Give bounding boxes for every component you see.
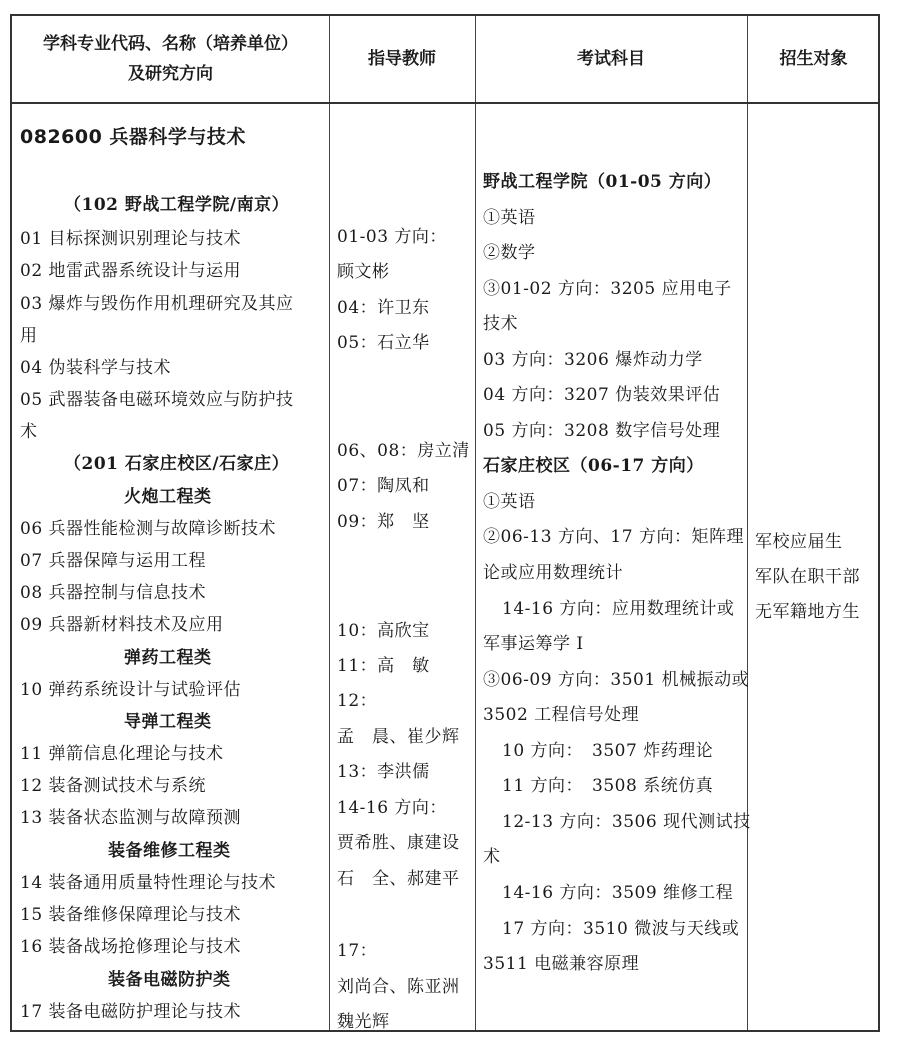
direction-item-cont: 术 <box>20 422 38 442</box>
exam-line: 14-16 方向：3509 维修工程 <box>502 883 734 903</box>
program-title: 082600 兵器科学与技术 <box>20 126 246 148</box>
exam-line: 17 方向：3510 微波与天线或 <box>502 919 740 939</box>
advisor-line: 顾文彬 <box>337 262 390 282</box>
unit-heading: （201 石家庄校区/石家庄） <box>64 454 290 474</box>
category-heading: 火炮工程类 <box>124 487 212 507</box>
advisor-line: 12： <box>337 691 378 711</box>
exam-line: ①英语 <box>483 492 536 512</box>
direction-item: 03 爆炸与毁伤作用机理研究及其应 <box>20 294 294 314</box>
advisor-line: 石 全、郝建平 <box>337 869 460 889</box>
exam-line: 12-13 方向：3506 现代测试技 <box>502 812 751 832</box>
direction-item: 16 装备战场抢修理论与技术 <box>20 937 242 957</box>
advisor-line: 06、08：房立清 <box>337 441 470 461</box>
direction-item: 17 装备电磁防护理论与技术 <box>20 1002 242 1022</box>
exam-unit-heading: 石家庄校区（06-17 方向） <box>483 456 704 476</box>
direction-item: 13 装备状态监测与故障预测 <box>20 808 242 828</box>
category-heading: 装备维修工程类 <box>108 841 231 861</box>
direction-item: 15 装备维修保障理论与技术 <box>20 905 242 925</box>
column-divider <box>329 16 330 1030</box>
target-line: 军校应届生 <box>755 532 843 552</box>
direction-item: 10 弹药系统设计与试验评估 <box>20 680 242 700</box>
header-divider <box>12 102 878 104</box>
direction-item: 14 装备通用质量特性理论与技术 <box>20 873 277 893</box>
exam-line: ②数学 <box>483 243 536 263</box>
header-program-line1: 学科专业代码、名称（培养单位） <box>43 34 298 54</box>
exam-line: ②06-13 方向、17 方向：矩阵理 <box>483 527 744 547</box>
exam-line: 技术 <box>483 314 518 334</box>
direction-item: 12 装备测试技术与系统 <box>20 776 207 796</box>
header-col-target: 招生对象 <box>779 49 848 69</box>
exam-line: 04 方向：3207 伪装效果评估 <box>483 385 721 405</box>
header-col-program <box>12 16 329 102</box>
advisor-line: 17： <box>337 941 378 961</box>
direction-item: 11 弹箭信息化理论与技术 <box>20 744 224 764</box>
advisor-line: 13：李洪儒 <box>337 762 430 782</box>
column-divider <box>747 16 748 1030</box>
advisor-line: 05：石立华 <box>337 333 430 353</box>
direction-item-cont: 用 <box>20 326 38 346</box>
admission-table <box>10 14 880 1032</box>
exam-line: ③01-02 方向：3205 应用电子 <box>483 279 732 299</box>
category-heading: 导弹工程类 <box>124 712 212 732</box>
advisor-line: 01-03 方向： <box>337 227 447 247</box>
advisor-line: 07：陶凤和 <box>337 476 430 496</box>
exam-line: 03 方向：3206 爆炸动力学 <box>483 350 703 370</box>
direction-item: 05 武器装备电磁环境效应与防护技 <box>20 390 294 410</box>
advisor-line: 10：高欣宝 <box>337 621 430 641</box>
header-col-exam: 考试科目 <box>577 49 645 69</box>
exam-line: 11 方向： 3508 系统仿真 <box>502 776 714 796</box>
exam-line: 10 方向： 3507 炸药理论 <box>502 741 714 761</box>
advisor-line: 11：高 敏 <box>337 656 430 676</box>
target-line: 无军籍地方生 <box>755 602 860 622</box>
advisor-line: 刘尚合、陈亚洲 <box>337 977 460 997</box>
advisor-line: 04：许卫东 <box>337 298 430 318</box>
category-heading: 弹药工程类 <box>124 648 212 668</box>
direction-item: 02 地雷武器系统设计与运用 <box>20 261 242 281</box>
exam-line: 术 <box>483 847 501 867</box>
advisor-line: 贾希胜、康建设 <box>337 833 460 853</box>
exam-unit-heading: 野战工程学院（01-05 方向） <box>483 172 722 192</box>
target-line: 军队在职干部 <box>755 567 860 587</box>
exam-line: ③06-09 方向：3501 机械振动或 <box>483 670 750 690</box>
category-heading: 装备电磁防护类 <box>108 970 231 990</box>
exam-line: 3511 电磁兼容原理 <box>483 954 640 974</box>
direction-item: 07 兵器保障与运用工程 <box>20 551 207 571</box>
direction-item: 09 兵器新材料技术及应用 <box>20 615 224 635</box>
header-program-line2: 及研究方向 <box>128 64 213 84</box>
direction-item: 06 兵器性能检测与故障诊断技术 <box>20 519 277 539</box>
exam-line: 军事运筹学 I <box>483 634 584 654</box>
column-divider <box>475 16 476 1030</box>
exam-line: 05 方向：3208 数字信号处理 <box>483 421 721 441</box>
direction-item: 04 伪装科学与技术 <box>20 358 172 378</box>
direction-item: 01 目标探测识别理论与技术 <box>20 229 242 249</box>
exam-line: 论或应用数理统计 <box>483 563 623 583</box>
exam-line: 14-16 方向：应用数理统计或 <box>502 599 735 619</box>
exam-line: ①英语 <box>483 208 536 228</box>
header-col-advisor: 指导教师 <box>368 49 436 69</box>
advisor-line: 魏光辉 <box>337 1012 390 1032</box>
advisor-line: 孟 晨、崔少辉 <box>337 727 460 747</box>
unit-heading: （102 野战工程学院/南京） <box>64 195 290 215</box>
advisor-line: 14-16 方向： <box>337 798 447 818</box>
advisor-line: 09：郑 坚 <box>337 512 430 532</box>
direction-item: 08 兵器控制与信息技术 <box>20 583 207 603</box>
exam-line: 3502 工程信号处理 <box>483 705 640 725</box>
